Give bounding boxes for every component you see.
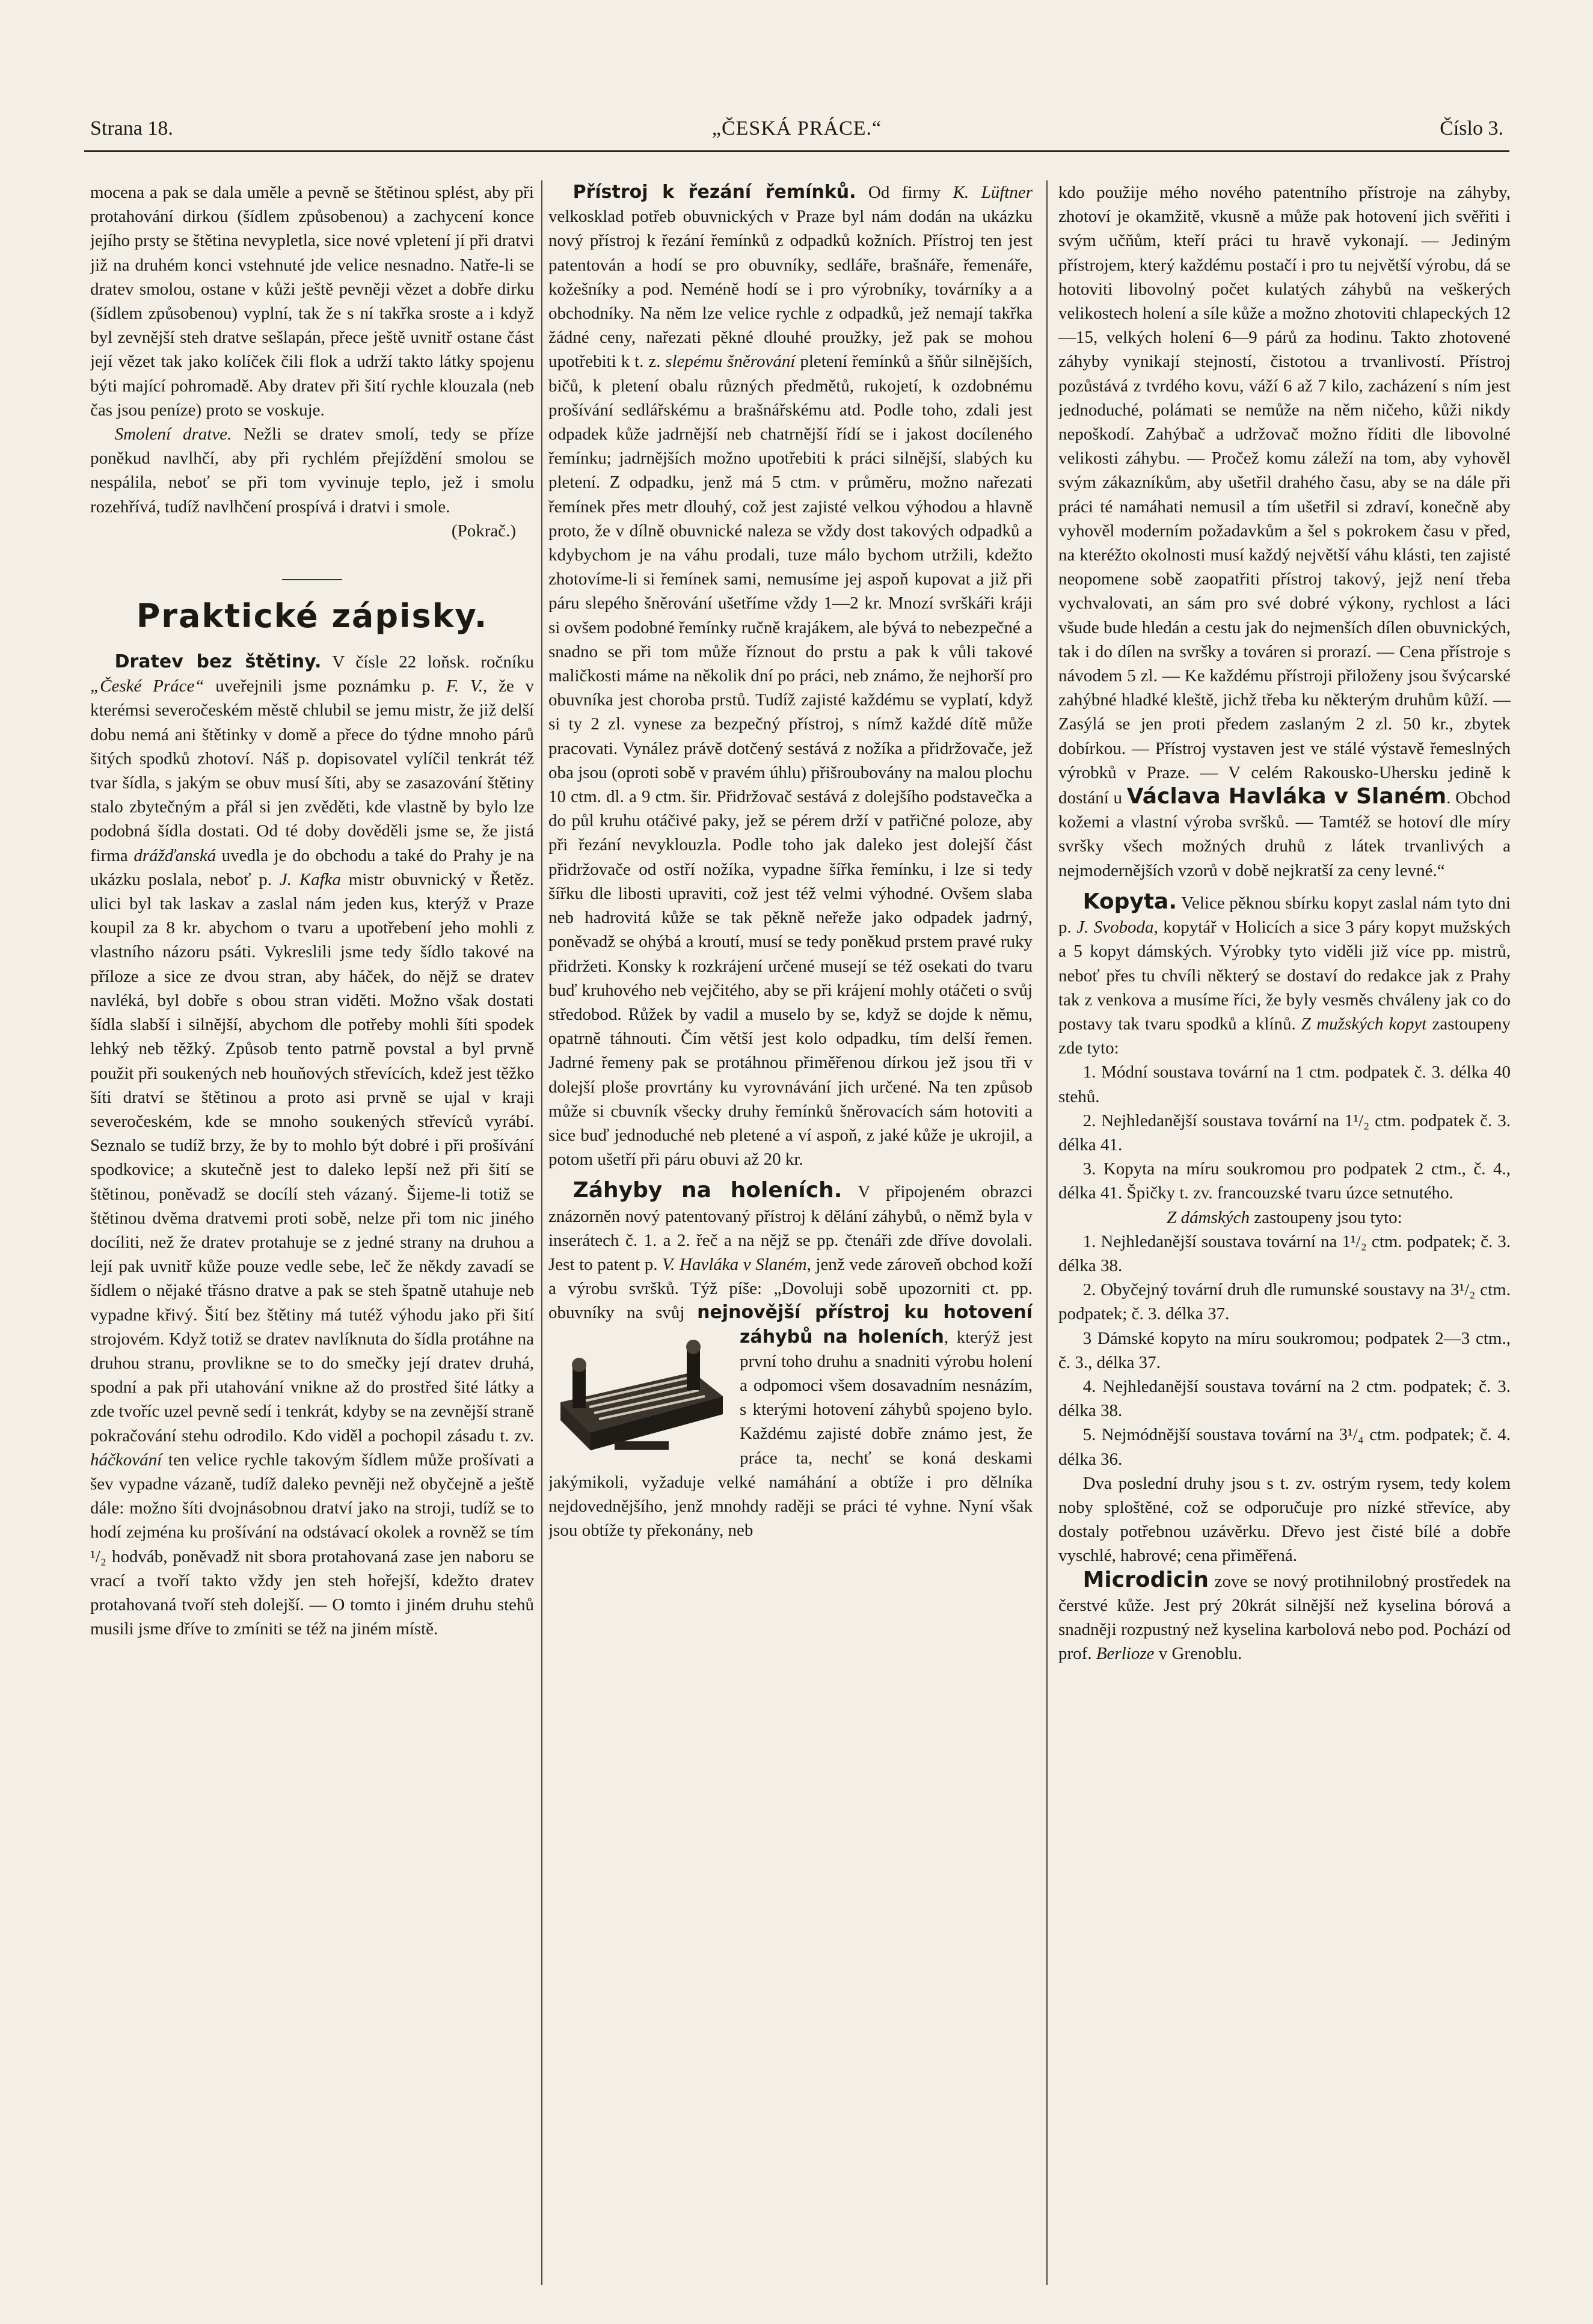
note-text: Od firmy <box>856 183 953 202</box>
pleating-device-illustration <box>548 1330 729 1459</box>
note-text: ten velice rychle takovým šídlem může prošívati a šev vypadne vázaně, tudíž daleko pevněji než obyčejně a ještě dále: možno šíti dvojnásobnou dratví jako na stroji, tudíž se to hodí zejména ku prošívání na odstávací okolek a rovněž se tím <box>90 1450 534 1542</box>
kopyta-closing: Dva poslední druhy jsou s t. zv. ostrým rysem, tedy kolem noby sploštěné, což se odporučuje pro nízké střevíce, aby dostaly potřebnou uzávěrku. Dřevo jest čisté bílé a dobře vyschlé, habrové; cena přiměřená. <box>1058 1473 1511 1566</box>
note-text: pletení řemínků a šňůr silnějších, bičů, k pletení obalu různých předmětů, rukojetí, k ozdobnému prošívání sedlářskému a brašnářskému atd. Podle toho, zdali jest odpadek kůže jadrnější neb chatrnější řídí se i jakost docíleného řemínku; jadrnějších možno upotřebiti k práci silnější, slabých ku pletení. Z odpadku, jenž má 5 ctm. v průměru, možno nařezati řemínek přes metr dlouhý, což jest zajisté velkou výhodou a hlavně proto, že v dílně obuvnické naleza se vždy dost takových odpadků a kdybychom je na váhu prodali, tuze málo bychom utržili, kdežto zhotovíme-li si řemínek sami, nemusíme jej aspoň kupovat a již při páru slepého šněrování ušetříme vždy 1—2 kr. Mnozí svrškáři kráji si ovšem podobné řemínky ručně krajákem, ale bývá to nebezpečné a snadno se při tom může říznout do prstu a pak k vůli takové maličkosti máme na několik dní po práci, neb známo, že nejhorší pro obuvníka jest choroba prstů. Tudíž zajisté každému se vyplatí, když si ty 2 zl. vynese za bezpečný přístroj, s nímž každé dítě může pracovati. Vynález právě dotčený sestává z nožíka a přidržovače, jež oba jsou (oproti sobě v pravém úhlu) přišroubovány na malou plochu 10 ctm. dl. a 9 ctm. šir. Přidržovač sestává z dolejšího podstavečka a do půl kruhu otáčivé paky, jež se pérem drží v patřičné poloze, aby při řezání nevyklouzla. Podle toho jak daleko jest dolejší část přidržovače od ostří nožíka, vypadne šířka řemínku, i lze si tedy šířku dle libosti upraviti, což jest též velmi výhodné. Ovšem slaba neb hadrovitá kůže se tak pěkně neřeže jako odpadek jadrný, poněvadž se ohýbá a kroutí, musí se tedy poněkud prstem pravé ruky přidržeti. Konsky k rozkrájení určené musejí se též osekati do tvaru buď kruhového neb vejčitého, aby se při krájení mohly otáčeti o svůj středobod. Růžek by vadil a muselo by se, když se dojde k němu, opatrně táhnouti. Čím větší jest kolo odpadku, tím delší řemen. Jadrné řemeny pak se protáhnou přiměřenou dírkou jež jsou tři v dolejší ploše provrtány ku vyrovnávání jich určené. Na ten způsob může si cbuvník všecky druhy řemínků šněrovacích sám hotoviti a sice buď jednoduché neb pletené a ví aspoň, z jaké kůže je ukrojil, a potom ušetří při páru obuvi až 20 kr. <box>548 352 1033 1170</box>
note-kopyta-heading: Kopyta. <box>1082 889 1177 914</box>
note-text: , kopytář v Holicích a sice 3 páry kopyt mužských a 5 kopyt dámských. Výrobky tyto viděli již více pp. mistrů, neboť přes tu chvíli některý se dostaví do redakce jak z Prahy tak z venkova a musíme říci, že byly vesměs chváleny jak co do postavy tak tvaru spodků a klínů. <box>1058 918 1511 1034</box>
advert-name-bold: Václava Havláka v Slaném <box>1126 784 1447 809</box>
note-text: velkosklad potřeb obuvnických v Praze byl nám dodán na ukázku nový přístroj k řezání řemínků z odpadků kožních. Přístroj ten jest patentován a hodí se pro obuvníky, sedláře, brašnáře, řemenáře, kožešníky a pod. Neméně hodí se i pro výrobníky, továrníky a a obchodníky. Na něm lze velice rychle z odpadků, jež nemají takřka žádné ceny, nařezati pěkné dlouhé proužky, jež pak se mohou upotřebiti k t. z. <box>548 207 1033 372</box>
note-kopyta <box>1058 890 1511 1060</box>
note-text-bold: nejnovější přístroj ku hotovení záhybů na holeních <box>697 1302 1033 1347</box>
column-divider-2 <box>1046 180 1048 2285</box>
note-text: Velice pěknou sbírku kopyt zaslal nám tyto dni p. <box>1058 893 1511 937</box>
ladies-heading-text: zastoupeny jsou tyto: <box>1250 1207 1402 1227</box>
note-text: , kterýž jest první toho druhu a snadniti výrobu holení a odpomoci všem dosavadním nesnázím, s kterými hotovení záhybů spojeno bylo. Každému zajisté dobře známo jest, že práce ta, nechť se koná deskami jakýmikoli, vyžaduje velké namáhání a obtíže i pro dělníka nejdovednějšího, jenž mnohdy raději se práci té vyhne. Nyní však jsou obtíže ty překonány, neb <box>548 1327 1033 1541</box>
note-pristroj-heading: Přístroj k řezání řemínků. <box>572 182 856 203</box>
note-text-italic: Z mužských kopyt <box>1301 1014 1427 1034</box>
list-item-m3: 3. Kopyta na míru soukromou pro podpatek 2 ctm., č. 4., délka 41. Špičky t. zv. francouzské tvaru úzce setnutého. <box>1058 1159 1511 1203</box>
list-item-d1: 1. Nejhledanější soustava tovární na 1¹/₂ ctm. podpatek; č. 3. délka 38. <box>1058 1231 1511 1275</box>
note-dratev-heading: Dratev bez štětiny. <box>114 651 322 673</box>
smoleni-text: Nežli se dratev smolí, tedy se příze poněkud navlhčí, aby při rychlém přejíždění smolou se nespálila, neboť se při tom vyvinuje teplo, jež i smolu rozehřívá, tudíž navlhčení prospívá i dratvi i smole. <box>90 425 534 517</box>
header-rule <box>84 150 1509 152</box>
note-text-italic: „České Práce“ <box>90 676 204 696</box>
list-item-d4: 4. Nejhledanější soustava tovární na 2 ctm. podpatek; č. 3. délka 38. <box>1058 1376 1511 1421</box>
issue-number: Číslo 3. <box>1440 117 1503 140</box>
list-item-m2: 2. Nejhledanější soustava tovární na 1¹/₂ ctm. podpatek č. 3. délka 41. <box>1058 1111 1511 1154</box>
note-microdicin-heading: Microdicin <box>1082 1567 1209 1592</box>
note-fraction: ¹/₂ <box>90 1547 106 1566</box>
list-item-m1: 1. Módní soustava tovární na 1 ctm. podpatek č. 3. délka 40 stehů. <box>1058 1062 1511 1106</box>
list-item-d5: 5. Nejmódnější soustava tovární na 3¹/₄ ctm. podpatek; č. 4. délka 36. <box>1058 1425 1511 1469</box>
page-number: Strana 18. <box>90 117 173 140</box>
note-text-italic: slepému šněrování <box>665 352 796 372</box>
note-text: zove se nový protihnilobný prostředek na čerstvé kůže. Jest prý 20krát silnější než kyselina bórová a snadněji rozpustný než kyselina karbolová nebo pod. Pochází od prof. <box>1058 1571 1511 1664</box>
article-paragraph-smoleni <box>90 422 534 519</box>
note-text: v Grenoblu. <box>1154 1644 1242 1664</box>
advert-continuation <box>1058 180 1511 883</box>
note-text-italic: K. Lüftner <box>953 183 1033 202</box>
column-1 <box>90 180 534 2285</box>
column-3 <box>1058 180 1511 2285</box>
continuation-note: (Pokrač.) <box>451 521 516 541</box>
note-text: uvedla je do obchodu a také do Prahy je na ukázku poslala, neboť p. <box>90 845 534 889</box>
section-separator <box>282 579 342 580</box>
note-text-italic: V. Havláka v Slaném <box>662 1254 807 1274</box>
note-text-italic: F. V. <box>446 676 483 696</box>
list-item-d2: 2. Obyčejný tovární druh dle rumunské soustavy na 3¹/₂ ctm. podpatek; č. 3. délka 37. <box>1058 1280 1511 1324</box>
note-text-italic: háčkování <box>90 1450 162 1470</box>
note-text: V připojeném obrazci znázorněn nový patentovaný přístroj k dělání záhybů, o němž byla v inserátech č. 1. a 2. řeč a na nějž se pp. čtenáři zde dříve dovolali. Jest to patent p. <box>548 1182 1033 1274</box>
article-continuation-paragraph: mocena a pak se dala uměle a pevně se štětinou splést, aby při protahování dirkou (šídlem způsobenou) a zachycení konce jejího prsty se štětina nevypletla, sice nové vpletení jí při dratvi již na druhém konci vstehnuté jde velice nesnadno. Natře-li se dratev smolou, ostane v kůži ještě pevněji vězet a dobře dirku (šídlem způsobenou) vyplní, tak že s ní takřka sroste a i když byl zevnější steh dratve sešlapán, přece ještě uvnitř ostane část její vězet tak jako kolíček čili flok a udrží takto látky spojenu býti mající pohromadě. Aby dratev při šití rychle klouzala (neb čas jsou peníze) proto se voskuje. <box>90 183 534 420</box>
note-text-italic: drážďanská <box>134 845 216 865</box>
masthead <box>90 117 1503 147</box>
note-text-italic: J. Svoboda <box>1076 918 1154 937</box>
note-text: mistr obuvnický v Řetěz. ulici byl tak laskav a zaslal nám jeden kus, kterýž v Praze koupil za 8 kr. abychom o tvaru a upotřebení jeho mohli z vlastního názoru psáti. Vykreslili jsme tedy šídlo takové na příloze a sice ze dvou stran, aby háček, do nějž se dratev navléká, byl dobře s obou stran viděti. Možno však dostati šídla slabší i silnější, abychom dle potřeby mohli šíti spodek lehký neb těžký. Způsob tento patrně povstal a byl prvně použit při soukených neb houňových střevících, kdež jest těžko šíti dratví se štětinou a proto asi prvně se ujal v kraji severočeském, kde se mnoho soukených střevíců vyrábí. Seznalo se tudíž brzy, že by to mohlo být dobré i při prošívání spodkovice; a skutečně jest to daleko lepší než při šití se štětinou, poněvadž se docílí steh vázaný. Šijeme-li totiž se štětinou dvěma dratvemi proti sobě, nelze při tom nic jiného docíliti, než že dratev protahuje se z jedné strany na druhou a lejí pak uvnitř kůže pouze vedle sebe, leč že někdy zavadí se šídlem o nějaké třásno dratve a pak se steh špatně utahuje neb vypadne křivý. Šití bez štětiny má tutéž výhodu jako při šití strojovém. Když totiž se dratev navlíknuta do šídla protáhne na druhou stranu, provlikne se to do smečky její dratev druhá, spodní a pak při utahování vnikne až do prostřed šité látky a zde tvoříc uzel pevně sedí i tenkrát, kdyby se na zevnější straně pokračování stehu odrodilo. Kdo viděl a pochopil zásadu t. zv. <box>90 869 534 1446</box>
note-zahyby-heading: Záhyby na holeních. <box>572 1178 843 1203</box>
note-text: , že v kterémsi severočeském městě chlubil se jemu mistr, že již delší dobu nemá ani štětinky v domě a přece do týdne mnoho párů šitých spodků zhotoví. Náš p. dopisovatel vylíčil tenkrát též tvar šídla, s jakým se obuv musí šíti, aby se zasazování štětiny stalo zbytečným a přál si jen zvěděti, kde vlastně by bylo lze podobná šídla dostati. Od té doby dověděli jsme se, že jistá firma <box>90 676 534 865</box>
note-pristroj <box>548 180 1033 1171</box>
note-text: V čísle 22 loňsk. ročníku <box>321 652 534 672</box>
note-text: uveřejnili jsme poznámku p. <box>204 676 446 696</box>
column-divider-1 <box>541 180 542 2285</box>
ladies-heading <box>1058 1206 1511 1230</box>
subheading-smoleni: Smolení dratve. <box>114 425 232 444</box>
publication-title: „ČESKÁ PRÁCE.“ <box>711 117 882 140</box>
note-microdicin <box>1058 1568 1511 1666</box>
list-item-d3: 3 Dámské kopyto na míru soukromou; podpatek 2—3 ctm., č. 3., délka 37. <box>1058 1328 1511 1372</box>
note-text: , jenž vede zároveň obchod koží a výrobu svršků. Týž píše: „Dovoluji sobě upozorniti ct. pp. obuvníky na svůj <box>548 1254 1033 1323</box>
advert-text: . Obchod kožemi a vlastní výroba svršků. — Tamtéž se hotoví dle míry svršky všech možných druhů z látek trvanlivých a nejmodernějších vzorů v době nejkratší za ceny levné.“ <box>1058 788 1511 880</box>
note-text-italic: J. Kafka <box>279 869 342 889</box>
note-dratev <box>90 650 534 1641</box>
column-2 <box>548 180 1033 2285</box>
note-text: zastoupeny zde tyto: <box>1058 1014 1511 1058</box>
advert-text: kdo použije mého nového patentního přístroje na záhyby, zhotoví je okamžitě, vkusně a může pak hotovení jich svěřiti i svým učňům, kteří práci tu hravě vykonají. — Jediným přístrojem, který každému postačí i pro tu největší výrobu, dá se hotoviti libovolný počet kulatých záhybů na veškerých velikostech holení a síle kůže a možno zhotoviti chlapeckých 12—15, velkých holení 6—9 párů za hodinu. Takto zhotovené záhyby vynikají stejností, čistotou a trvanlivostí. Přístroj pozůstává z tvrdého kovu, váží 6 až 7 kilo, zacházení s ním jest jednoduché, polámati se nemůže na něm ničeho, kůži nikdy nepoškodí. Zahýbač a udržovač možno říditi dle libovolné velikosti záhybu. — Pročež komu záleží na tom, aby vyhověl svým zákazníkům, aby ušetřil drahého času, aby se na dále při práci té namáhati nemusil a tím ušetřil si zdraví, konečně aby vyhověl moderním požadavkům a šel s pokrokem času v před, na kteréžto okolnosti musí každý největší váhu klásti, ten zajisté neopomene sobě zaopatřiti přístroj takový, jejž není třeba vychvalovati, an sám pro své dobré výkony, rychlost a láci všude bude hledán a cestu jak do nejmenších dílen obuvnických, tak i do dílen na svršky a továren si prorazí. — Cena přístroje s návodem 5 zl. — Ke každému přístroji přiloženy jsou švýcarské zahýbné hladké kleště, jichž třeba ku některým druhům kůží. — Zasýlá se jen proti předem zaslaným 2 zl. 50 kr., zbytek dobírkou. — Přístroj vystaven jest ve stálé výstavě řemeslných výrobků v Praze. — V celém Rakousko-Uhersku jedině k dostání u <box>1058 183 1511 808</box>
ladies-heading-italic: Z dámských <box>1167 1207 1250 1227</box>
note-text-italic: Berlioze <box>1096 1644 1155 1664</box>
section-title: Praktické zápisky. <box>136 597 488 636</box>
note-zahyby <box>548 1179 1033 1542</box>
note-text: hodváb, poněvadž nit sbora protahovaná zase jen naboru se vrací a tvoří takto vždy jen steh hořejší, kdežto dratev protahovaná tvoří steh dolejší. — O tomto i jiném druhu stehů musili jsme dříve to zmíniti se též na jiném místě. <box>90 1547 534 1639</box>
